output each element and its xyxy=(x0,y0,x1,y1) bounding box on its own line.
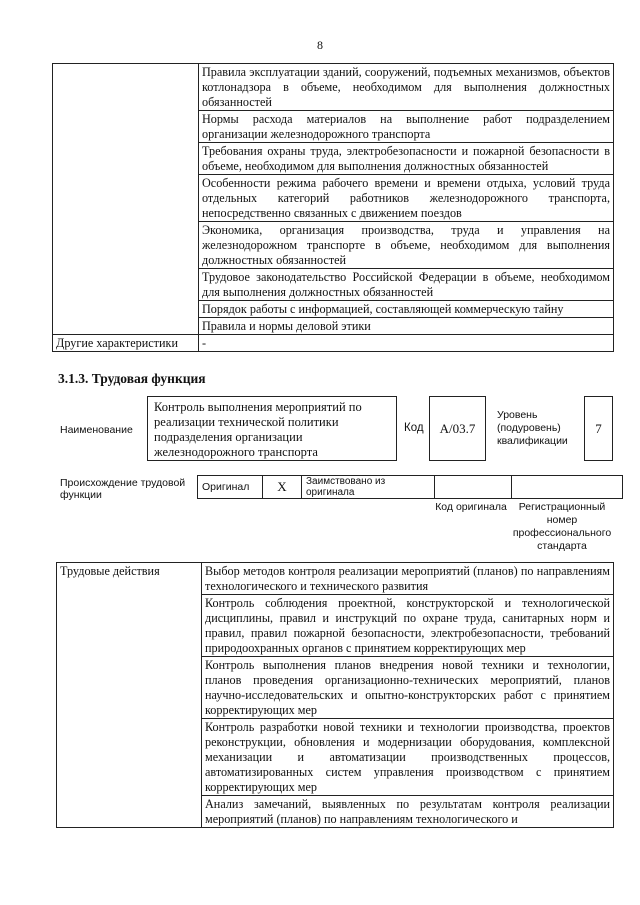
borrowed-label: Заимствовано из оригинала xyxy=(302,476,435,499)
requirement-item: Экономика, организация производства, труда и управления на железнодорожном транспорте в объеме, необходимом для выполнения должностных обязанностей xyxy=(199,222,614,269)
code-label: Код xyxy=(404,422,424,434)
page-number: 8 xyxy=(317,38,323,52)
table-row xyxy=(57,563,614,595)
qualification-level-box: 7 xyxy=(584,396,613,461)
original-code-caption: Код оригинала xyxy=(435,501,507,513)
table-row xyxy=(53,335,614,352)
requirement-item: Трудовое законодательство Российской Федерации в объеме, необходимом для выполнения должностных обязанностей xyxy=(199,269,614,301)
requirement-item: Правила эксплуатации зданий, сооружений, подъемных механизмов, объектов котлонадзора в объеме, необходимом для выполнения должностных обязанностей xyxy=(199,64,614,111)
registration-number-caption: Регистрационный номер профессионального стандарта xyxy=(512,501,612,552)
function-code-box: А/03.7 xyxy=(429,396,486,461)
original-code-cell xyxy=(435,476,512,499)
labor-actions-table xyxy=(56,562,614,828)
labor-action-item: Выбор методов контроля реализации мероприятий (планов) по направлениям технологического и технического развития xyxy=(202,563,614,595)
table-row xyxy=(53,64,614,111)
empty-label-cell xyxy=(53,64,199,335)
registration-number-cell xyxy=(512,476,623,499)
knowledge-table xyxy=(52,63,614,352)
requirement-item: Особенности режима рабочего времени и времени отдыха, условий труда отдельных категорий работников железнодорожного транспорта, непосредственно связанных с движением поездов xyxy=(199,175,614,222)
requirement-item: Нормы расхода материалов на выполнение работ подразделением организации железнодорожного транспорта xyxy=(199,111,614,143)
labor-action-item: Контроль выполнения планов внедрения новой техники и технологии, планов проведения организационно-технических мероприятий, планов научно-исследовательских и опытно-конструкторских работ с принятием корректирующих мер xyxy=(202,657,614,719)
requirement-item: Порядок работы с информацией, составляющей коммерческую тайну xyxy=(199,301,614,318)
origin-table xyxy=(197,475,623,499)
qualification-level-label: Уровень (подуровень) квалификации xyxy=(497,409,568,447)
origin-label: Происхождение трудовой функции xyxy=(60,477,186,501)
requirement-item: Правила и нормы деловой этики xyxy=(199,318,614,335)
function-name-box: Контроль выполнения мероприятий по реализации технической политики подразделения организации железнодорожного транспорта xyxy=(147,396,397,461)
table-row xyxy=(198,476,623,499)
labor-action-item: Анализ замечаний, выявленных по результатам контроля реализации мероприятий (планов) по направлениям технологического и xyxy=(202,796,614,828)
original-mark: X xyxy=(263,476,302,499)
requirement-item: Требования охраны труда, электробезопасности и пожарной безопасности в объеме, необходимом для выполнения должностных обязанностей xyxy=(199,143,614,175)
other-characteristics-value: - xyxy=(199,335,614,352)
original-label: Оригинал xyxy=(198,476,263,499)
labor-action-item: Контроль соблюдения проектной, конструкторской и технологической дисциплины, правил и инструкций по охране труда, санитарных норм и правил, правил пожарной безопасности, электробезопасности, требований природоохранных органов с принятием корректирующих мер xyxy=(202,595,614,657)
labor-actions-label: Трудовые действия xyxy=(57,563,202,828)
name-label: Наименование xyxy=(60,424,133,436)
section-heading: 3.1.3. Трудовая функция xyxy=(58,371,206,386)
other-characteristics-label: Другие характеристики xyxy=(53,335,199,352)
labor-action-item: Контроль разработки новой техники и технологии производства, проектов реконструкции, обновления и модернизации оборудования, комплексной механизации и автоматизации производственных процессов, автоматизированных систем управления производством с принятием корректирующих мер xyxy=(202,719,614,796)
